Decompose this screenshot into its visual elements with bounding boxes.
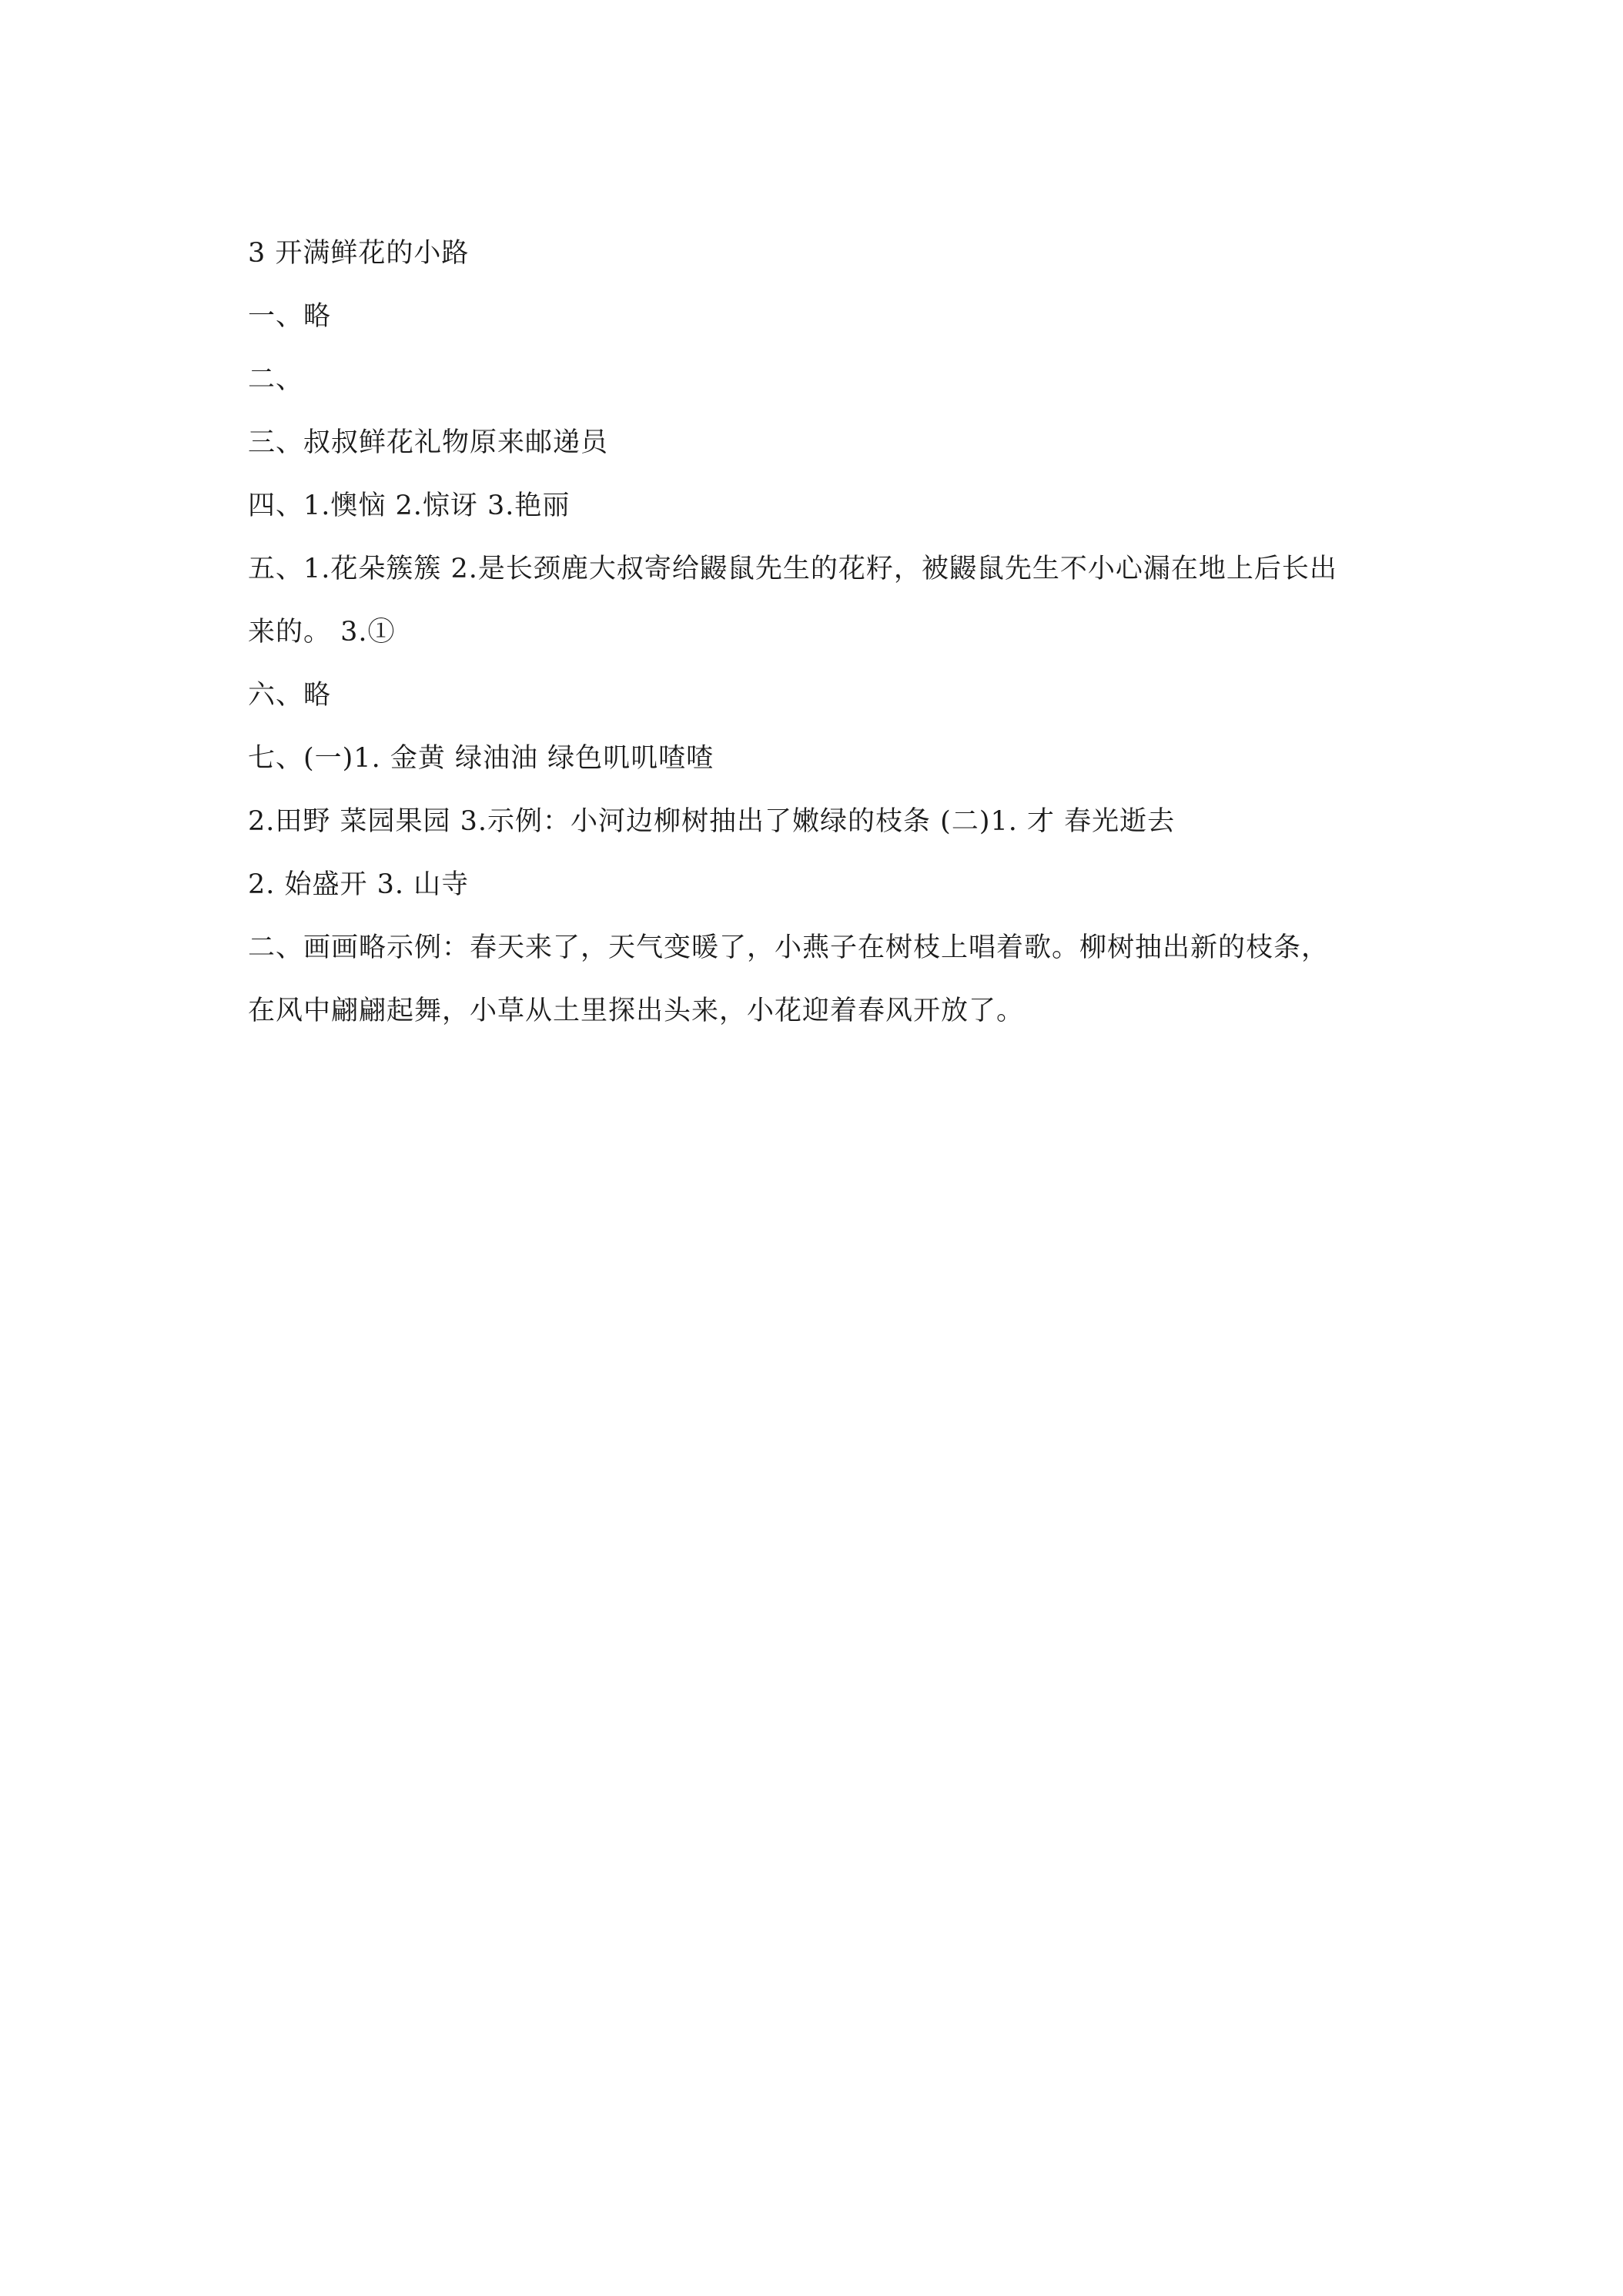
answer-line-9: 2.田野 菜园果园 3.示例：小河边柳树抽出了嫩绿的枝条 (二)1. 才 春光逝去 — [248, 806, 1176, 837]
answer-line-11: 二、画画略示例：春天来了，天气变暖了，小燕子在树枝上唱着歌。柳树抽出新的枝条， — [248, 932, 1330, 963]
answer-line-10: 2. 始盛开 3. 山寺 — [248, 869, 470, 900]
answer-line-5: 五、1.花朵簇簇 2.是长颈鹿大叔寄给鼹鼠先生的花籽，被鼹鼠先生不小心漏在地上后长出 — [248, 554, 1337, 584]
answer-text — [248, 222, 1387, 1043]
answer-line-2: 二、 — [248, 364, 304, 395]
lesson-title: 3 开满鲜花的小路 — [248, 238, 470, 269]
answer-line-7: 六、略 — [248, 680, 332, 711]
answer-line-4: 四、1.懊恼 2.惊讶 3.艳丽 — [248, 490, 571, 521]
answer-line-12: 在风中翩翩起舞，小草从土里探出头来，小花迎着春风开放了。 — [248, 996, 1025, 1026]
answer-line-6: 来的。 3.① — [248, 617, 396, 648]
answer-line-3: 三、叔叔鲜花礼物原来邮递员 — [248, 427, 609, 458]
answer-line-8: 七、(一)1. 金黄 绿油油 绿色叽叽喳喳 — [248, 743, 714, 774]
answer-line-1: 一、略 — [248, 301, 332, 332]
